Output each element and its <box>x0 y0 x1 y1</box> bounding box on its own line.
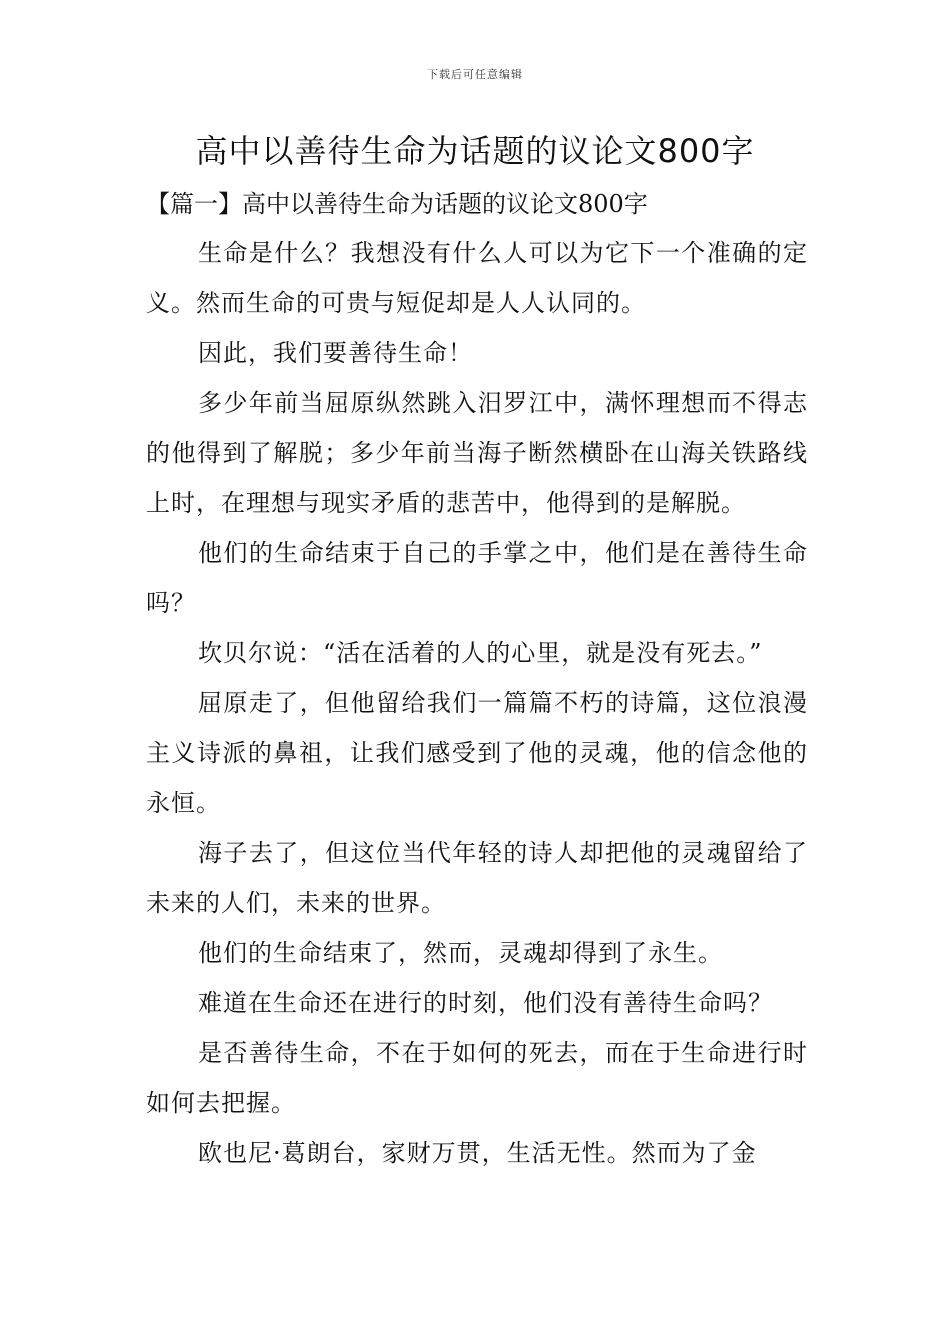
paragraph: 欧也尼·葛朗台，家财万贯，生活无性。然而为了金 <box>198 1139 757 1167</box>
paragraph: 难道在生命还在进行的时刻，他们没有善待生命吗？ <box>198 989 773 1017</box>
paragraph: 屈原走了，但他留给我们一篇篇不朽的诗篇，这位浪漫主义诗派的鼻祖，让我们感受到了他的灵魂，他的信念他的永恒。 <box>146 689 808 817</box>
paragraph: 坎贝尔说：“活在活着的人的心里，就是没有死去。” <box>198 639 763 667</box>
paragraph: 他们的生命结束了，然而，灵魂却得到了永生。 <box>198 939 723 967</box>
header-note: 下载后可任意编辑 <box>427 68 523 81</box>
section-heading: 【篇一】高中以善待生命为话题的议论文800字 <box>146 190 648 218</box>
paragraph: 海子去了，但这位当代年轻的诗人却把他的灵魂留给了未来的人们，未来的世界。 <box>146 839 808 917</box>
paragraph: 生命是什么？我想没有什么人可以为它下一个准确的定义。然而生命的可贵与短促却是人人认同的。 <box>146 239 808 317</box>
paragraph: 多少年前当屈原纵然跳入汨罗江中，满怀理想而不得志的他得到了解脱；多少年前当海子断然横卧在山海关铁路线上时，在理想与现实矛盾的悲苦中，他得到的是解脱。 <box>146 389 808 517</box>
paragraph: 他们的生命结束于自己的手掌之中，他们是在善待生命吗？ <box>146 539 808 617</box>
page-title: 高中以善待生命为话题的议论文800字 <box>195 132 755 170</box>
body-text <box>146 228 808 1178</box>
paragraph: 因此，我们要善待生命！ <box>198 339 473 367</box>
paragraph: 是否善待生命，不在于如何的死去，而在于生命进行时如何去把握。 <box>146 1039 808 1117</box>
